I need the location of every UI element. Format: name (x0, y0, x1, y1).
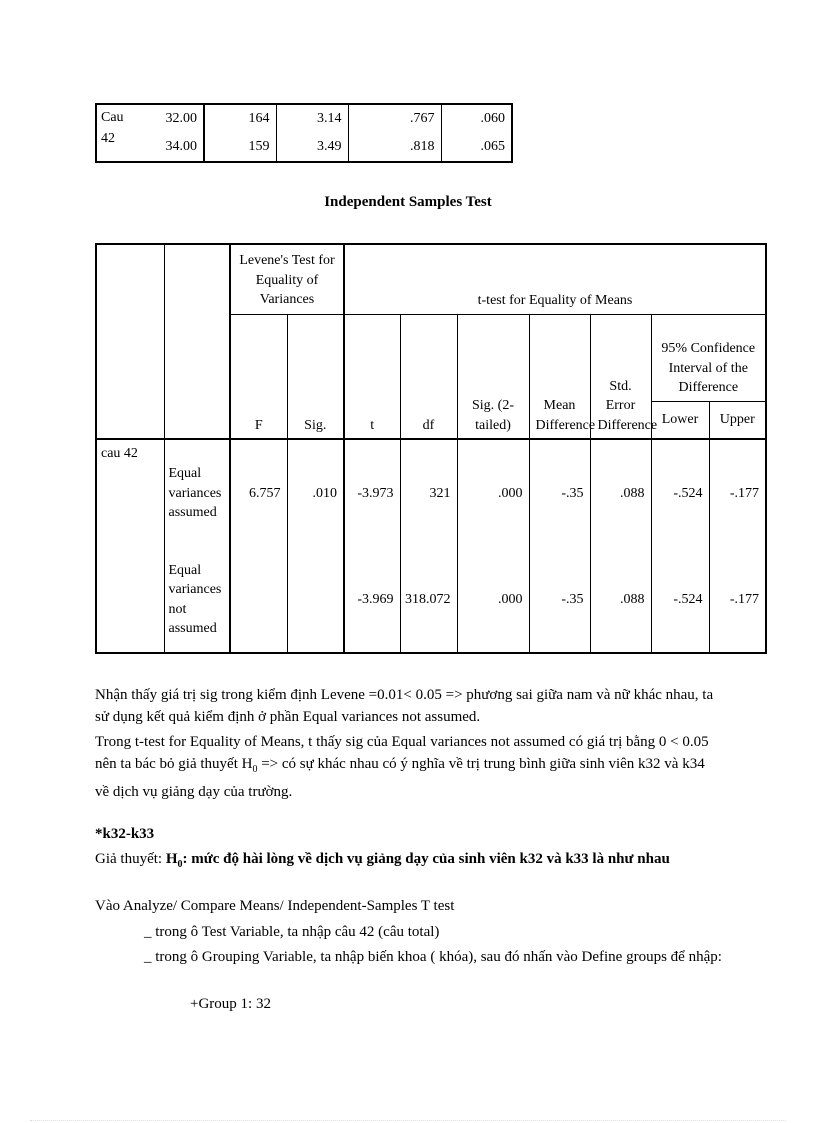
mean-diff-value: -.35 (529, 439, 590, 547)
sig2-value: .000 (457, 439, 529, 547)
col-f: F (230, 314, 287, 439)
variable-label: Cau 42 (101, 110, 124, 146)
n-value: 164 (204, 104, 276, 133)
group-value: 34.00 (144, 133, 204, 162)
group-statistics-table (95, 103, 513, 163)
col-df: df (400, 314, 457, 439)
f-value (230, 547, 287, 653)
lower-value: -.524 (651, 439, 709, 547)
row-variable-label: cau 42 (96, 439, 164, 653)
table-row (96, 104, 512, 133)
upper-value: -.177 (709, 547, 766, 653)
se-value: .065 (480, 139, 505, 154)
col-upper: Upper (709, 401, 766, 439)
sd-value: .818 (348, 133, 441, 162)
step-group-1: +Group 1: 32 (190, 996, 271, 1012)
section-heading: *k32-k33 (95, 826, 155, 842)
ttest-header: t-test for Equality of Means (344, 244, 766, 314)
t-value: -3.973 (344, 439, 400, 547)
ci-header: 95% Confidence Interval of the Difference (651, 314, 766, 401)
col-sig-2-tailed: Sig. (2-tailed) (457, 314, 529, 439)
df-value: 321 (400, 439, 457, 547)
step-test-variable: _ trong ô Test Variable, ta nhập câu 42 (câu total) (144, 924, 440, 940)
mean-value: 3.14 (276, 104, 348, 133)
hypothesis: Giả thuyết: $H_0$: mức độ hài lòng về dịch vụ giảng dạy của sinh viên k32 và k33 là như nhau (95, 851, 670, 870)
empty-cell (164, 244, 230, 439)
group-value: 32.00 (144, 104, 204, 133)
col-std-error-difference: Std. Error Difference (590, 314, 651, 439)
step-grouping-variable: _ trong ô Grouping Variable, ta nhập biến khoa ( khóa), sau đó nhấn vào Define groups để nhập: (144, 949, 722, 965)
sig-value (287, 547, 344, 653)
row-label-equal-assumed: Equal variances assumed (164, 439, 230, 547)
std-err-value: .088 (590, 547, 651, 653)
t-value: -3.969 (344, 547, 400, 653)
header-row (96, 244, 766, 314)
empty-cell (96, 244, 164, 439)
levene-header: Levene's Test for Equality of Variances (230, 244, 344, 314)
table-row (96, 439, 766, 547)
se-value: .060 (480, 111, 505, 126)
mean-diff-value: -.35 (529, 547, 590, 653)
paragraph-levene: Nhận thấy giá trị sig trong kiểm định Levene =0.01< 0.05 => phương sai giữa nam và nữ khác nhau, ta sử dụng kết quả kiểm định ở phần Equal variances not assumed. (95, 687, 714, 725)
lower-value: -.524 (651, 547, 709, 653)
mean-value: 3.49 (276, 133, 348, 162)
table-row (96, 547, 766, 653)
col-sig: Sig. (287, 314, 344, 439)
row-label-equal-not-assumed: Equal variances not assumed (164, 547, 230, 653)
table-row (96, 133, 512, 162)
f-value: 6.757 (230, 439, 287, 547)
col-mean-difference: Mean Difference (529, 314, 590, 439)
df-value: 318.072 (400, 547, 457, 653)
sig-value: .010 (287, 439, 344, 547)
col-t: t (344, 314, 400, 439)
sig2-value: .000 (457, 547, 529, 653)
sd-value: .767 (348, 104, 441, 133)
step-analyze: Vào Analyze/ Compare Means/ Independent-Samples T test (95, 898, 455, 914)
independent-samples-test-table (95, 243, 767, 654)
n-value: 159 (204, 133, 276, 162)
upper-value: -.177 (709, 439, 766, 547)
col-lower: Lower (651, 401, 709, 439)
paragraph-ttest: Trong t-test for Equality of Means, t thấy sig của Equal variances not assumed có giá trị bằng 0 < 0.05 nên ta bác bỏ giả thuyết $H_0$ => có sự khác nhau có ý nghĩa về trị trung bình giữa sinh viên k32 và k34 về dịch vụ giảng dạy của trường. (95, 734, 709, 800)
page-footer-rule (30, 1120, 786, 1121)
table-title: Independent Samples Test (324, 194, 492, 210)
std-err-value: .088 (590, 439, 651, 547)
